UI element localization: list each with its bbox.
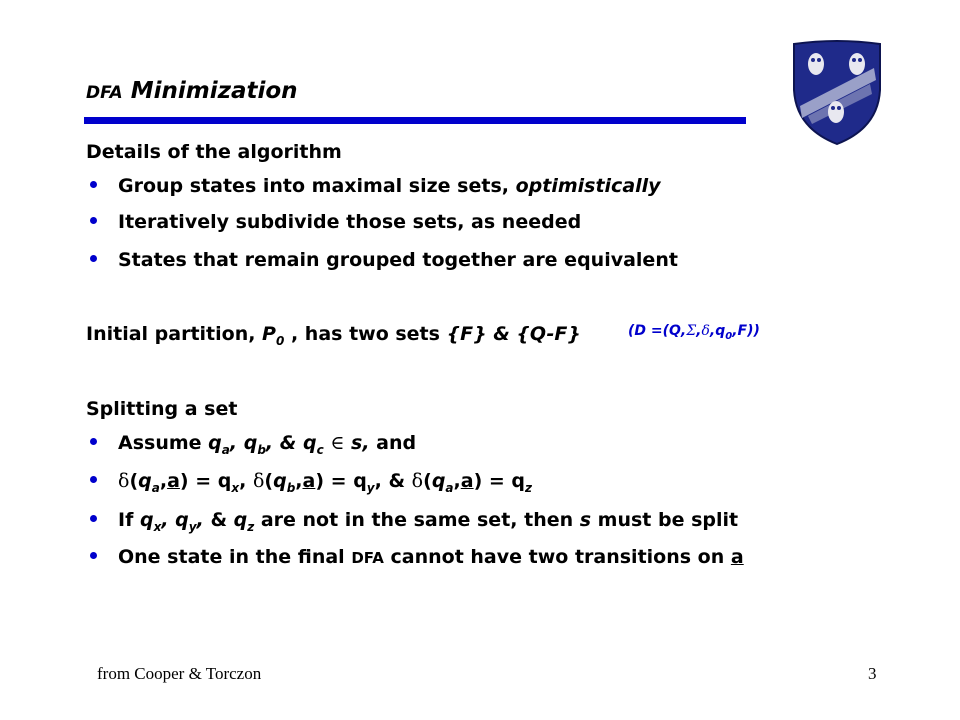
footer-source: from Cooper & Torczon: [97, 664, 262, 683]
bullet-icon: [90, 217, 97, 224]
bullet-icon: [90, 255, 97, 262]
transition-line: $\delta(q_a,a) = q_x$, $\delta(q_b,a) = q_y$, & $\delta(q_a,a) = q_z$: [118, 470, 533, 495]
splitting-heading: Splitting a set: [86, 398, 238, 420]
assume-line: Assume $q_a$, $q_b$, & $q_c$ ∈ s, and: [118, 432, 417, 457]
title-rule: [84, 117, 746, 124]
details-item-1: Group states into maximal size sets, optimistically: [118, 175, 661, 197]
bullet-icon: [90, 438, 97, 445]
formal-dfa-definition: $(D =(Q,\Sigma,\delta,q_0,F))$: [628, 323, 760, 342]
initial-partition-line: Initial partition, $P_0$ , has two sets {F} & {Q-F}: [86, 323, 581, 348]
split-condition-line: If $q_x$, $q_y$, & $q_z$ are not in the same set, then s must be split: [118, 509, 739, 534]
bullet-icon: [90, 181, 97, 188]
bullet-icon: [90, 515, 97, 522]
page-number: 3: [868, 664, 877, 683]
bullet-icon: [90, 552, 97, 559]
slide-title: [86, 78, 298, 104]
bullet-icon: [90, 476, 97, 483]
details-item-2: Iteratively subdivide those sets, as needed: [118, 211, 582, 233]
details-heading: Details of the algorithm: [86, 141, 342, 163]
final-dfa-line: One state in the final DFA cannot have two transitions on a: [118, 546, 744, 568]
rice-shield-logo: [790, 38, 884, 148]
title-prefix: DFA: [86, 83, 123, 103]
title-main: Minimization: [130, 78, 298, 104]
details-item-3: States that remain grouped together are equivalent: [118, 249, 678, 271]
